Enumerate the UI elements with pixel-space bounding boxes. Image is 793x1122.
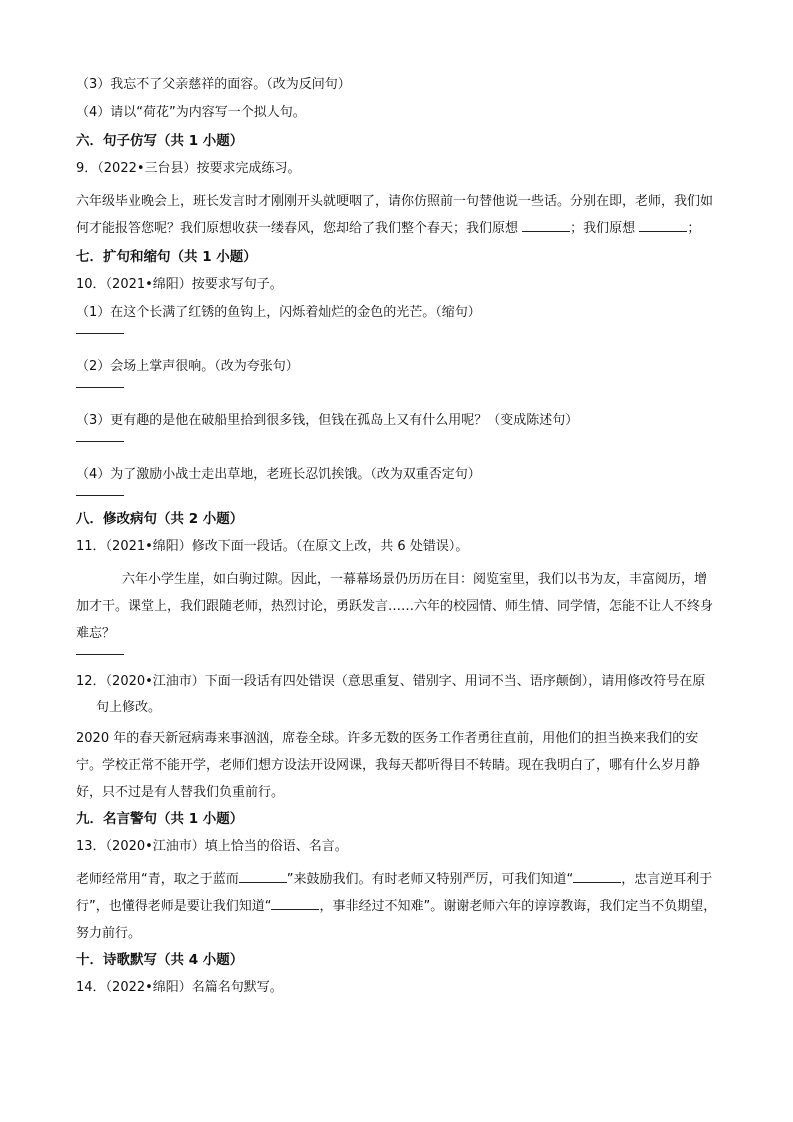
answer-line[interactable] — [76, 332, 124, 334]
question-10: 10．（2021•绵阳）按要求写句子。 — [76, 277, 283, 292]
question-13-body: 老师经常用“青，取之于蓝而 — [76, 872, 239, 887]
question-12: 12．（2020•江油市）下面一段话有四处错误（意思重复、错别字、用词不当、语序颠倒），请用修改符号在原句上修改。 — [76, 674, 706, 715]
answer-blank[interactable] — [271, 897, 319, 910]
answer-blank[interactable] — [522, 219, 570, 232]
question-10-4: （4）为了激励小战士走出草地，老班长忍饥挨饿。（改为双重否定句） — [76, 467, 481, 482]
question-11-passage: 六年小学生崖，如白驹过隙。因此，一幕幕场景仍历历在目：阅览室里，我们以书为友，丰富阅历，增加才干。课堂上，我们跟随老师，热烈讨论，勇跃发言……六年的校园情、师生情、同学情，怎能不让人不终身难忘？ — [76, 572, 714, 641]
question-14: 14．（2022•绵阳）名篇名句默写。 — [76, 980, 283, 995]
question-13-body-3: ，忠言逆耳利于行”，也懂得老师是要让我们知道“ — [76, 872, 713, 914]
question-10-1: （1）在这个长满了红锈的鱼钩上，闪烁着灿烂的金色的光芒。（缩句） — [76, 305, 481, 320]
question-13: 13．（2020•江油市）填上恰当的俗语、名言。 — [76, 839, 348, 854]
question-9-text — [76, 188, 718, 242]
question-9-body-3: ； — [687, 221, 701, 236]
section-heading-7: 七．扩句和缩句（共 1 小题） — [76, 249, 257, 265]
question-9: 9．（2022•三台县）按要求完成练习。 — [76, 161, 301, 176]
document-content — [76, 76, 718, 1007]
question-13-text — [76, 866, 718, 947]
question-9-body: 六年级毕业晚会上，班长发言时才刚刚开头就哽咽了，请你仿照前一句替他说一些话。分别在即，老师，我们如何才能报答您呢？我们原想收获一缕春风，您却给了我们整个春天；我们原想 — [76, 194, 714, 236]
answer-line[interactable] — [76, 653, 124, 655]
answer-line[interactable] — [76, 440, 124, 442]
section-heading-9: 九．名言警句（共 1 小题） — [76, 811, 244, 827]
answer-line[interactable] — [76, 494, 124, 496]
question-10-3: （3）更有趣的是他在破船里拾到很多钱，但钱在孤岛上又有什么用呢？（变成陈述句） — [76, 413, 579, 428]
question-12-passage: 2020 年的春天新冠病毒来事汹汹，席卷全球。许多无数的医务工作者勇往直前，用他们的担当换来我们的安宁。学校正常不能开学，老师们想方设法开设网课，我每天都听得目不转睛。现在我明白了，哪有什么岁月静好，只不过是有人替我们负重前行。 — [76, 731, 701, 800]
section-heading-10: 十．诗歌默写（共 4 小题） — [76, 952, 244, 968]
question-8-4: （4）请以“荷花”为内容写一个拟人句。 — [76, 105, 306, 120]
question-13-body-4: ，事非经过不知难”。谢谢老师六年的谆谆教诲，我们定当不负期望，努力前行。 — [76, 899, 717, 941]
section-heading-6: 六．句子仿写（共 1 小题） — [76, 133, 244, 149]
answer-blank[interactable] — [639, 219, 687, 232]
section-heading-8: 八．修改病句（共 2 小题） — [76, 511, 244, 527]
question-10-2: （2）会场上掌声很响。（改为夸张句） — [76, 359, 299, 374]
question-9-body-2: ；我们原想 — [570, 221, 636, 236]
answer-line[interactable] — [76, 386, 124, 388]
answer-blank[interactable] — [239, 870, 287, 883]
question-13-body-2: ”来鼓励我们。有时老师又特别严厉，可我们知道“ — [286, 872, 574, 887]
question-11: 11．（2021•绵阳）修改下面一段话。（在原文上改，共 6 处错误）。 — [76, 539, 469, 554]
question-8-3: （3）我忘不了父亲慈祥的面容。（改为反问句） — [76, 77, 351, 92]
answer-blank[interactable] — [573, 870, 621, 883]
